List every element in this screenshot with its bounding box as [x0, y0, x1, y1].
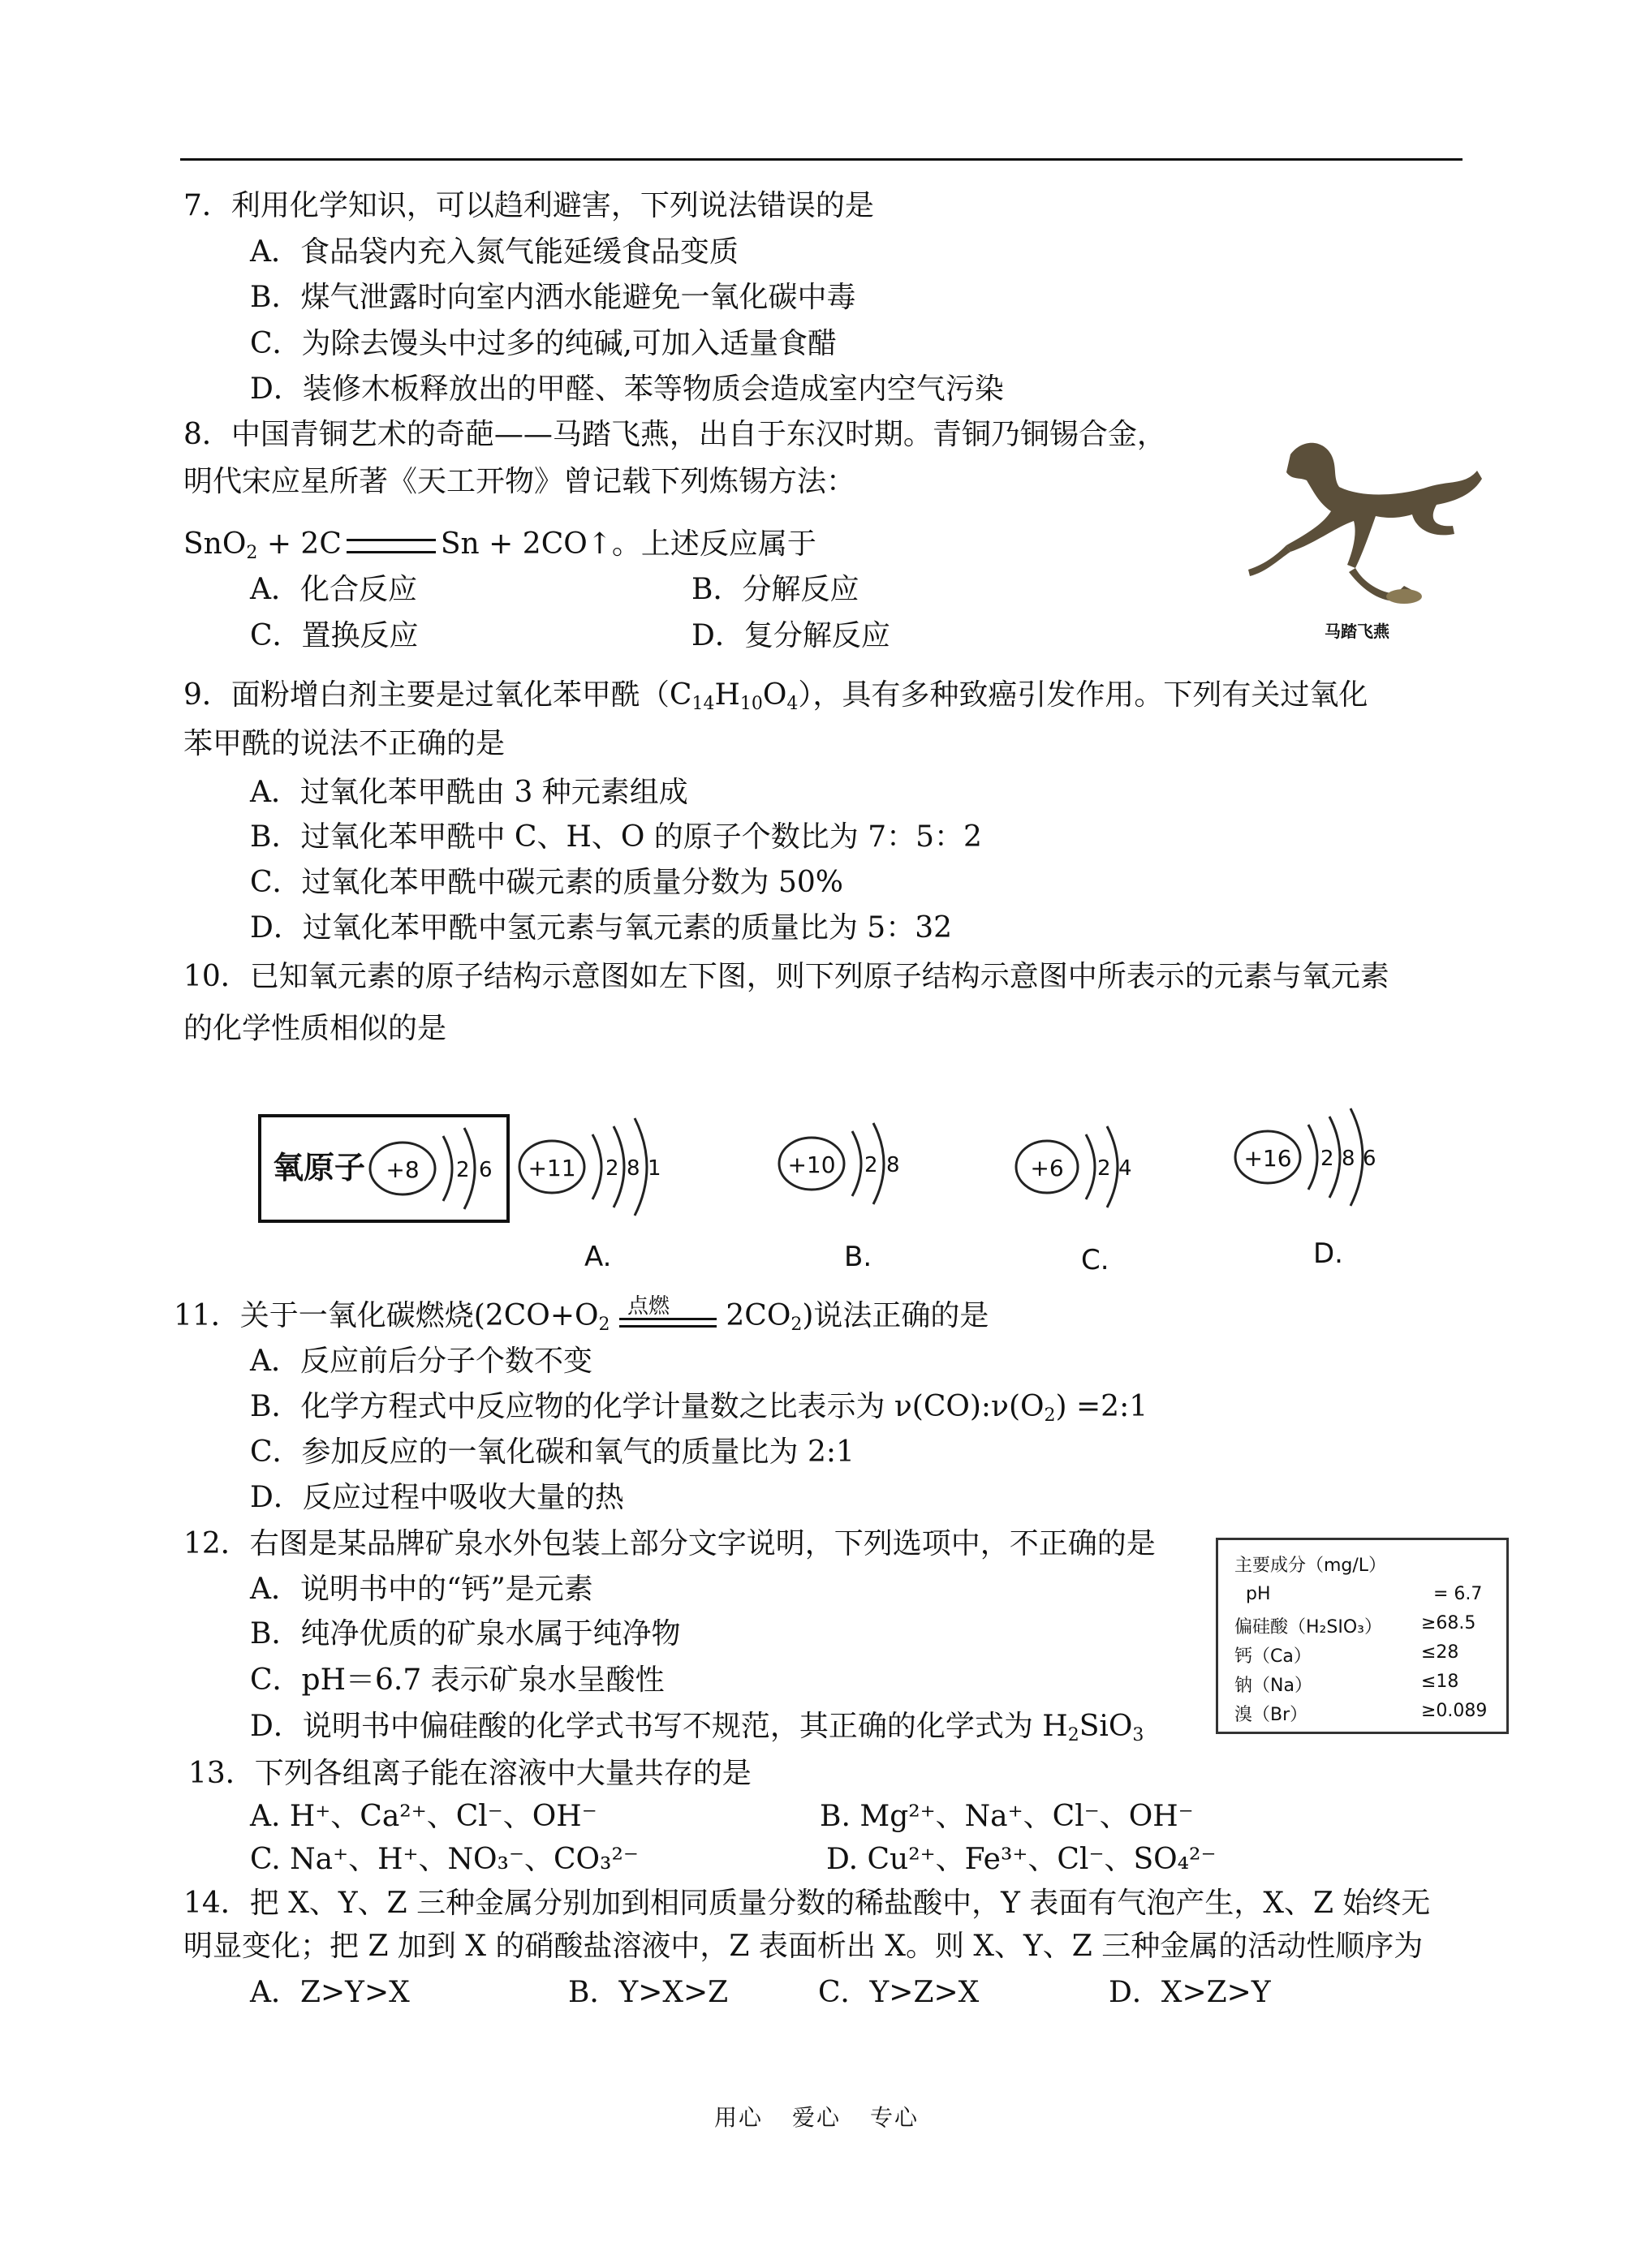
header-rule [180, 158, 1463, 161]
label-row-name: 钠（Na） [1234, 1676, 1312, 1696]
atom-d [1235, 1108, 1376, 1270]
footer-item: 爱心 [792, 2104, 842, 2131]
q8-option-c: C．置换反应 [250, 619, 419, 652]
atom-c [1016, 1126, 1132, 1276]
mineral-water-label [1216, 1538, 1509, 1734]
svg-text:+11: +11 [528, 1155, 576, 1181]
q13-option-d: D. Cu²⁺、Fe³⁺、Cl⁻、SO₄²⁻ [826, 1843, 1217, 1876]
atom-a [519, 1118, 661, 1273]
q9-stem-line1: 9．面粉增白剂主要是过氧化苯甲酰$(C_{14}H_{10}O_4)$，具有多种致癌引发作用。下列有关过氧化 [183, 678, 1368, 714]
image-caption: 马踏飞燕 [1325, 622, 1389, 641]
svg-text:8: 8 [886, 1153, 900, 1177]
q8-option-d: D．复分解反应 [691, 619, 890, 652]
svg-text:8: 8 [627, 1156, 640, 1181]
svg-text:A.: A. [584, 1241, 612, 1273]
q9-option-c: C．过氧化苯甲酰中碳元素的质量分数为 50% [250, 866, 844, 899]
q12-option-d: D．说明书中偏硅酸的化学式书写不规范，其正确的化学式为 $H_2SiO_3$ [250, 1710, 1144, 1745]
svg-text:6: 6 [1363, 1147, 1376, 1171]
q8-equation: SnO$_2$ + 2C Sn + 2CO↑。上述反应属于 [183, 527, 816, 563]
q11-option-d: D．反应过程中吸收大量的热 [250, 1481, 624, 1514]
footer-item: 用心 [714, 2104, 764, 2131]
q11-stem: 11．关于一氧化碳燃烧($2CO+O_2$ 点燃 $2CO_2$)说法正确的是 [174, 1294, 989, 1335]
q14-option-b: B．Y>X>Z [568, 1976, 729, 2009]
svg-text:+6: +6 [1030, 1155, 1064, 1181]
svg-text:2: 2 [605, 1156, 619, 1181]
equals-sign [347, 539, 436, 553]
svg-text:2: 2 [864, 1153, 878, 1177]
page-footer [714, 2100, 948, 2132]
q9-option-b: B．过氧化苯甲酰中 C、H、O 的原子个数比为 7：5：2 [250, 820, 982, 854]
q14-option-d: D．X>Z>Y [1109, 1976, 1271, 2009]
q8-stem-line1: 8．中国青铜艺术的奇葩——马踏飞燕，出自于东汉时期。青铜乃铜锡合金， [183, 418, 1166, 451]
q12-option-b: B．纯净优质的矿泉水属于纯净物 [250, 1617, 681, 1650]
label-row-value: ≥0.089 [1421, 1701, 1488, 1721]
q11-option-c: C．参加反应的一氧化碳和氧气的质量比为 2:1 [250, 1435, 855, 1469]
svg-text:2: 2 [456, 1158, 470, 1182]
svg-text:2: 2 [1097, 1156, 1111, 1181]
q13-option-c: C. Na⁺、H⁺、NO₃⁻、CO₃²⁻ [250, 1843, 639, 1876]
q10-stem-line1: 10．已知氧元素的原子结构示意图如左下图，则下列原子结构示意图中所表示的元素与氧元素 [183, 960, 1389, 993]
svg-text:D.: D. [1313, 1237, 1343, 1270]
q8-option-a: A．化合反应 [250, 573, 417, 606]
atom-ref-oxygen [370, 1128, 493, 1209]
q14-option-a: A．Z>Y>X [250, 1976, 410, 2009]
svg-text:4: 4 [1118, 1156, 1132, 1181]
q12-option-c: C．pH＝6.7 表示矿泉水呈酸性 [250, 1663, 665, 1697]
label-row-value: ≥68.5 [1421, 1613, 1476, 1633]
q11-option-b: B．化学方程式中反应物的化学计量数之比表示为 $\nu(CO):\nu(O_2)$ =2:1 [250, 1390, 1148, 1426]
svg-text:+10: +10 [787, 1151, 836, 1178]
q13-stem: 13．下列各组离子能在溶液中大量共存的是 [188, 1757, 752, 1790]
svg-text:C.: C. [1081, 1244, 1109, 1276]
q7-stem: 7．利用化学知识，可以趋利避害，下列说法错误的是 [183, 189, 874, 222]
footer-item: 专心 [870, 2104, 920, 2131]
svg-text:1: 1 [648, 1156, 661, 1181]
ref-label: 氧原子 [273, 1150, 366, 1186]
q9-option-d: D．过氧化苯甲酰中氢元素与氧元素的质量比为 5：32 [250, 911, 953, 945]
q8-stem-line2: 明代宋应星所著《天工开物》曾记载下列炼锡方法： [183, 465, 856, 498]
q14-stem-line1: 14．把 X、Y、Z 三种金属分别加到相同质量分数的稀盐酸中，Y 表面有气泡产生，X、Z 始终无 [183, 1887, 1431, 1920]
q7-option-c: C．为除去馒头中过多的纯碱,可加入适量食醋 [250, 327, 837, 360]
q11-option-a: A．反应前后分子个数不变 [250, 1345, 592, 1378]
q13-option-b: B. Mg²⁺、Na⁺、Cl⁻、OH⁻ [820, 1800, 1194, 1833]
q7-option-a: A．食品袋内充入氮气能延缓食品变质 [250, 235, 739, 269]
q12-stem: 12．右图是某品牌矿泉水外包装上部分文字说明，下列选项中，不正确的是 [183, 1527, 1156, 1560]
q7-option-d: D．装修木板释放出的甲醛、苯等物质会造成室内空气污染 [250, 372, 1004, 406]
svg-text:8: 8 [1342, 1147, 1355, 1171]
reaction-condition: 点燃 [619, 1302, 717, 1334]
label-row-value: ≤28 [1421, 1642, 1459, 1663]
label-row-name: pH [1246, 1584, 1271, 1604]
svg-text:2: 2 [1320, 1147, 1334, 1171]
q9-option-a: A．过氧化苯甲酰由 3 种元素组成 [250, 776, 688, 809]
q7-option-b: B．煤气泄露时向室内洒水能避免一氧化碳中毒 [250, 281, 856, 314]
atom-structure-diagram [243, 1095, 1445, 1298]
svg-text:+8: +8 [386, 1156, 420, 1183]
label-row-value: = 6.7 [1433, 1584, 1483, 1604]
q13-option-a: A. H⁺、Ca²⁺、Cl⁻、OH⁻ [250, 1800, 597, 1833]
q8-option-b: B．分解反应 [691, 573, 859, 606]
q10-stem-line2: 的化学性质相似的是 [183, 1012, 447, 1045]
label-row-value: ≤18 [1421, 1672, 1459, 1692]
label-row-name: 溴（Br） [1234, 1705, 1308, 1725]
q9-stem-line2: 苯甲酰的说法不正确的是 [183, 727, 506, 760]
q14-option-c: C．Y>Z>X [818, 1976, 980, 2009]
bronze-horse-image [1242, 430, 1485, 617]
q14-stem-line2: 明显变化；把 Z 加到 X 的硝酸盐溶液中，Z 表面析出 X。则 X、Y、Z 三种金属的活动性顺序为 [183, 1930, 1424, 1963]
label-title: 主要成分（mg/L） [1234, 1556, 1387, 1576]
label-row-name: 钙（Ca） [1234, 1646, 1312, 1667]
atom-b [779, 1123, 900, 1273]
svg-text:6: 6 [479, 1158, 493, 1182]
svg-text:B.: B. [844, 1241, 872, 1273]
label-row-name: 偏硅酸（H₂SIO₃） [1234, 1617, 1382, 1638]
svg-text:+16: +16 [1243, 1145, 1292, 1172]
q12-option-a: A．说明书中的“钙”是元素 [250, 1573, 593, 1606]
